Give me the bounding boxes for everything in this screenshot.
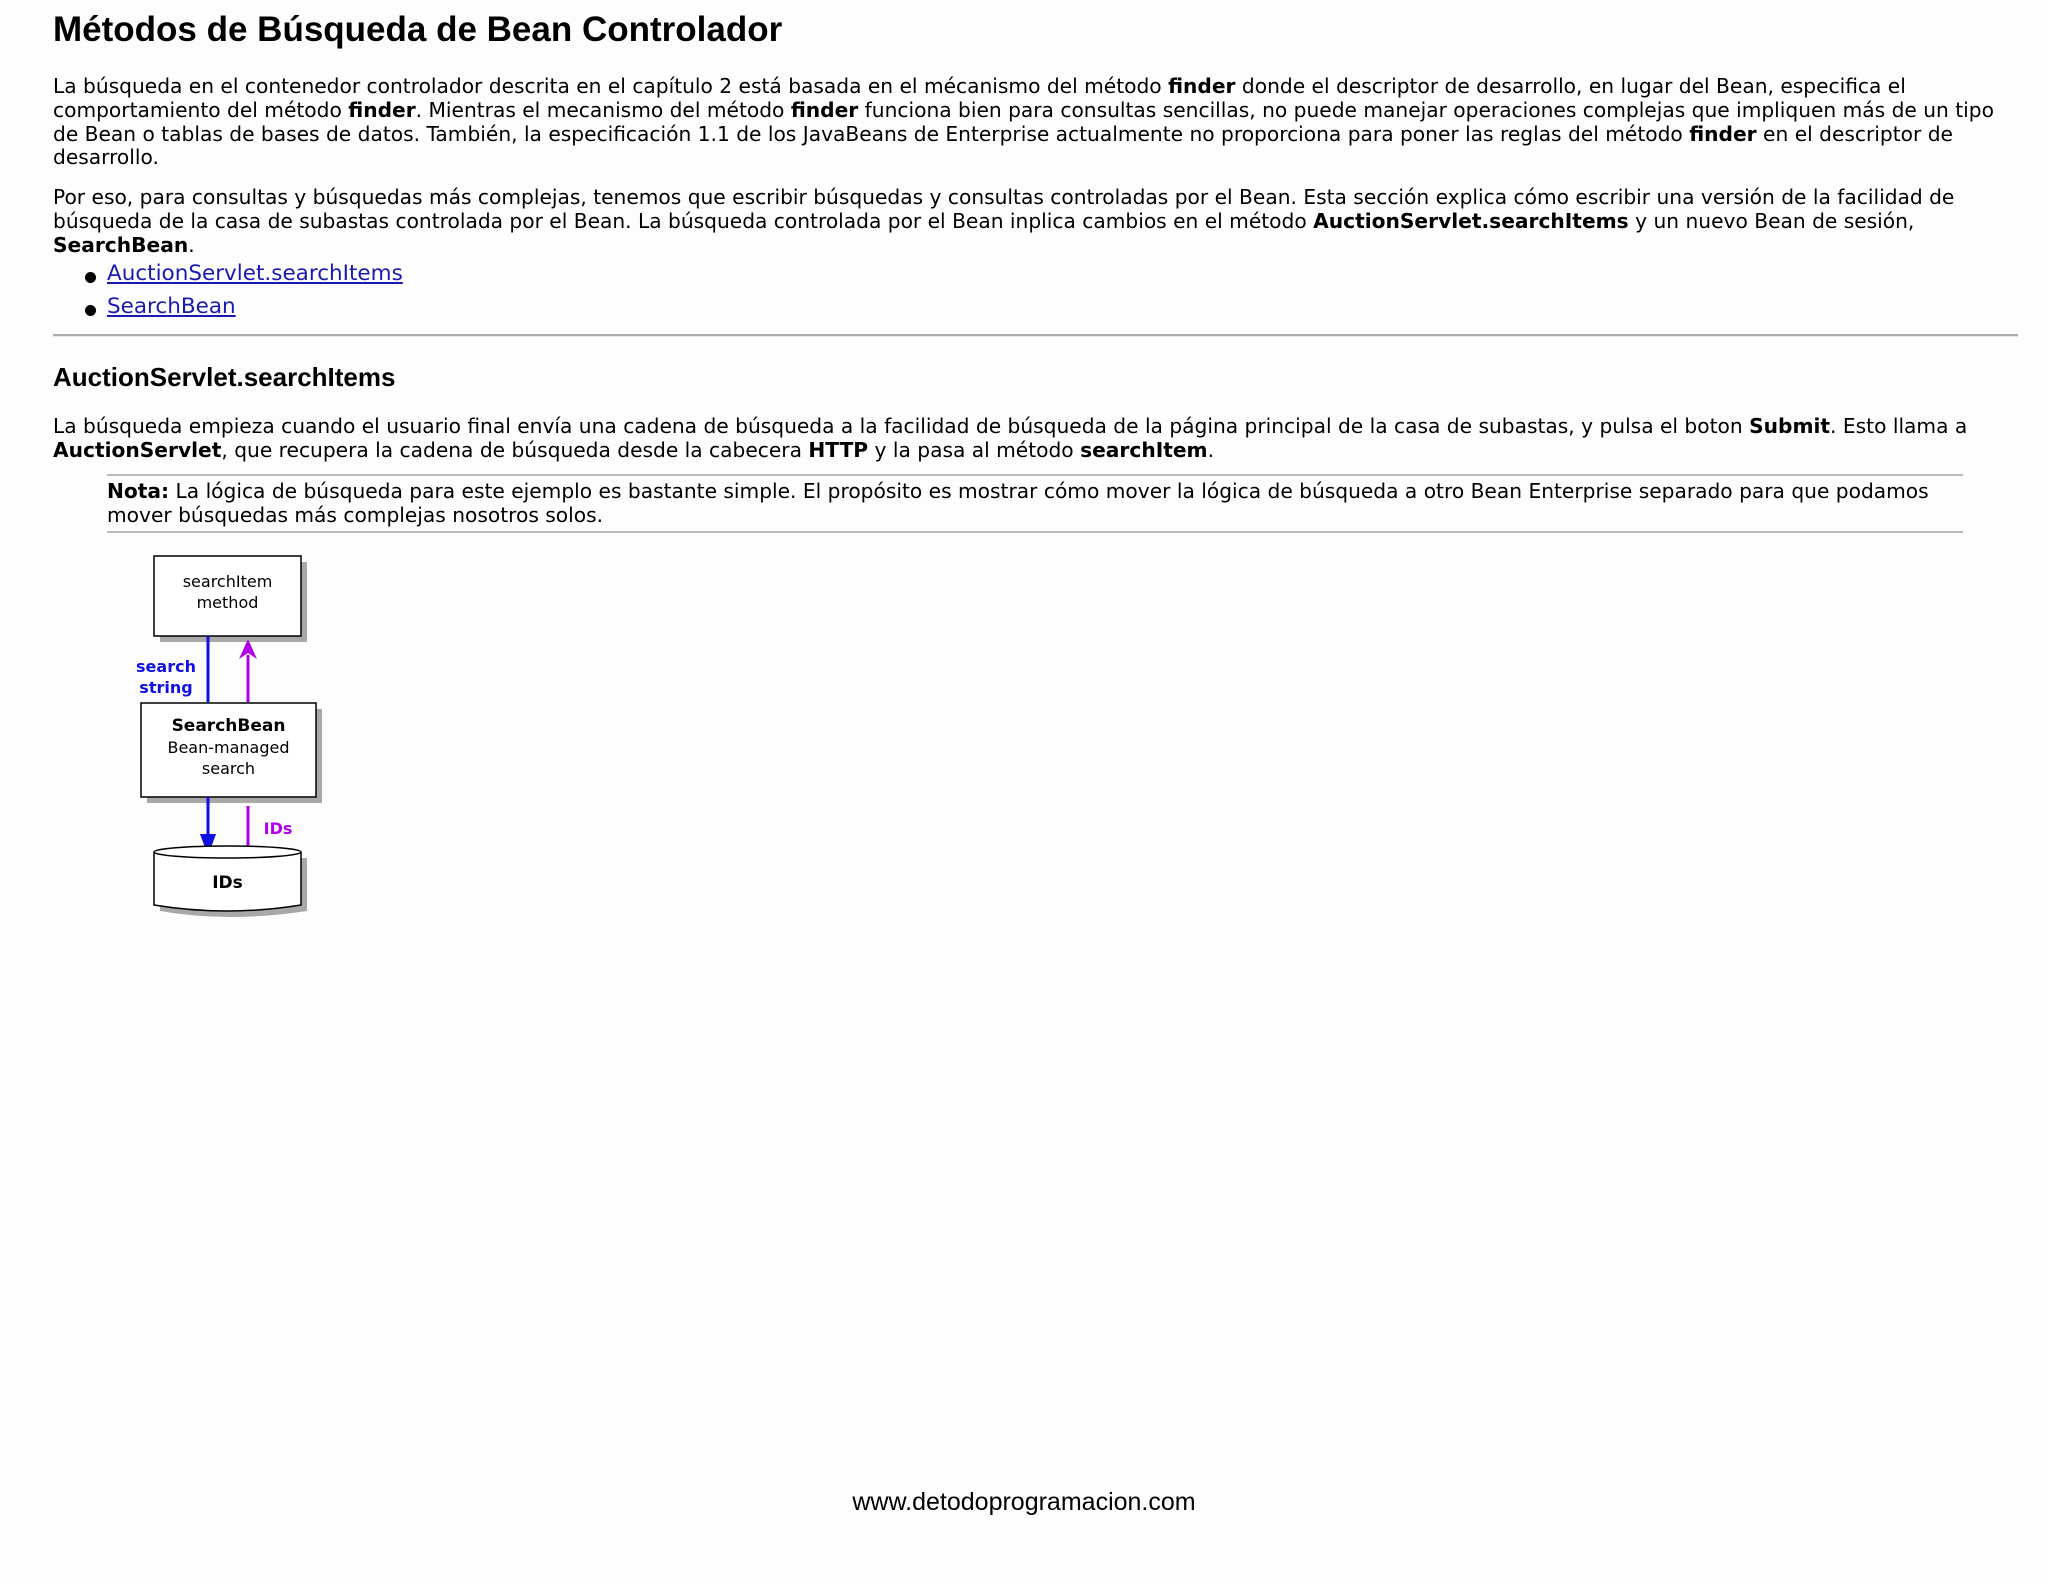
- ids-database-icon: [154, 846, 307, 917]
- section-heading: AuctionServlet.searchItems: [53, 362, 396, 392]
- searchitem-method-box: [154, 556, 307, 642]
- footer-url: www.detodoprogramacion.com: [852, 1488, 1196, 1516]
- intro-paragraph-2: Por eso, para consultas y búsquedas más complejas, tenemos que escribir búsquedas y consultas controladas por el Bean. Esta sección explica cómo escribir una versión de la facilidad de búsqueda de la casa de subastas controlada por el Bean. La búsqueda controlada por el Bean inplica cambios en el método AuctionServlet.searchItems y un nuevo Bean de sesión, SearchBean.: [53, 185, 1955, 257]
- intro-paragraph-1: La búsqueda en el contenedor controlador descrita en el capítulo 2 está basada en el mécanismo del método finder donde el descriptor de desarrollo, en lugar del Bean, especifica el comportamiento del método finder. Mientras el mecanismo del método finder funciona bien para consultas sencillas, no puede manejar operaciones complejas que impliquen más de un tipo de Bean o tablas de bases de datos. También, la especificación 1.1 de los JavaBeans de Enterprise actualmente no proporciona para poner las reglas del método finder en el descriptor de desarrollo.: [53, 74, 1994, 170]
- search-string-arrow: [136, 636, 208, 702]
- note-text: Nota: La lógica de búsqueda para este ejemplo es bastante simple. El propósito es mostrar cómo mover la lógica de búsqueda a otro Bean Enterprise separado para que podamos mover búsquedas más complejas nosotros solos.: [107, 479, 1929, 527]
- table-of-contents: [53, 260, 403, 326]
- search-flow-diagram: [106, 555, 336, 925]
- svg-text:method: method: [196, 593, 259, 612]
- toc-link-searchitems[interactable]: AuctionServlet.searchItems: [107, 261, 403, 286]
- svg-text:Bean-managed: Bean-managed: [167, 738, 290, 757]
- svg-text:IDs: IDs: [263, 819, 293, 838]
- svg-text:searchItem: searchItem: [182, 572, 273, 591]
- svg-text:search: search: [201, 759, 256, 778]
- svg-text:SearchBean: SearchBean: [171, 716, 286, 736]
- note-box: [107, 474, 1963, 533]
- toc-link-searchbean[interactable]: SearchBean: [107, 294, 236, 319]
- svg-text:string: string: [139, 678, 193, 697]
- svg-text:IDs: IDs: [212, 873, 243, 893]
- section-paragraph: La búsqueda empieza cuando el usuario final envía una cadena de búsqueda a la facilidad de búsqueda de la página principal de la casa de subastas, y pulsa el boton Submit. Esto llama a AuctionServlet, que recupera la cadena de búsqueda desde la cabecera HTTP y la pasa al método searchItem.: [53, 414, 1968, 462]
- toc-item: [53, 293, 403, 326]
- page-title: Métodos de Búsqueda de Bean Controlador: [53, 10, 783, 49]
- section-divider: [53, 334, 2018, 337]
- svg-text:search: search: [136, 657, 196, 676]
- searchbean-box: [141, 703, 322, 803]
- toc-item: [53, 260, 403, 293]
